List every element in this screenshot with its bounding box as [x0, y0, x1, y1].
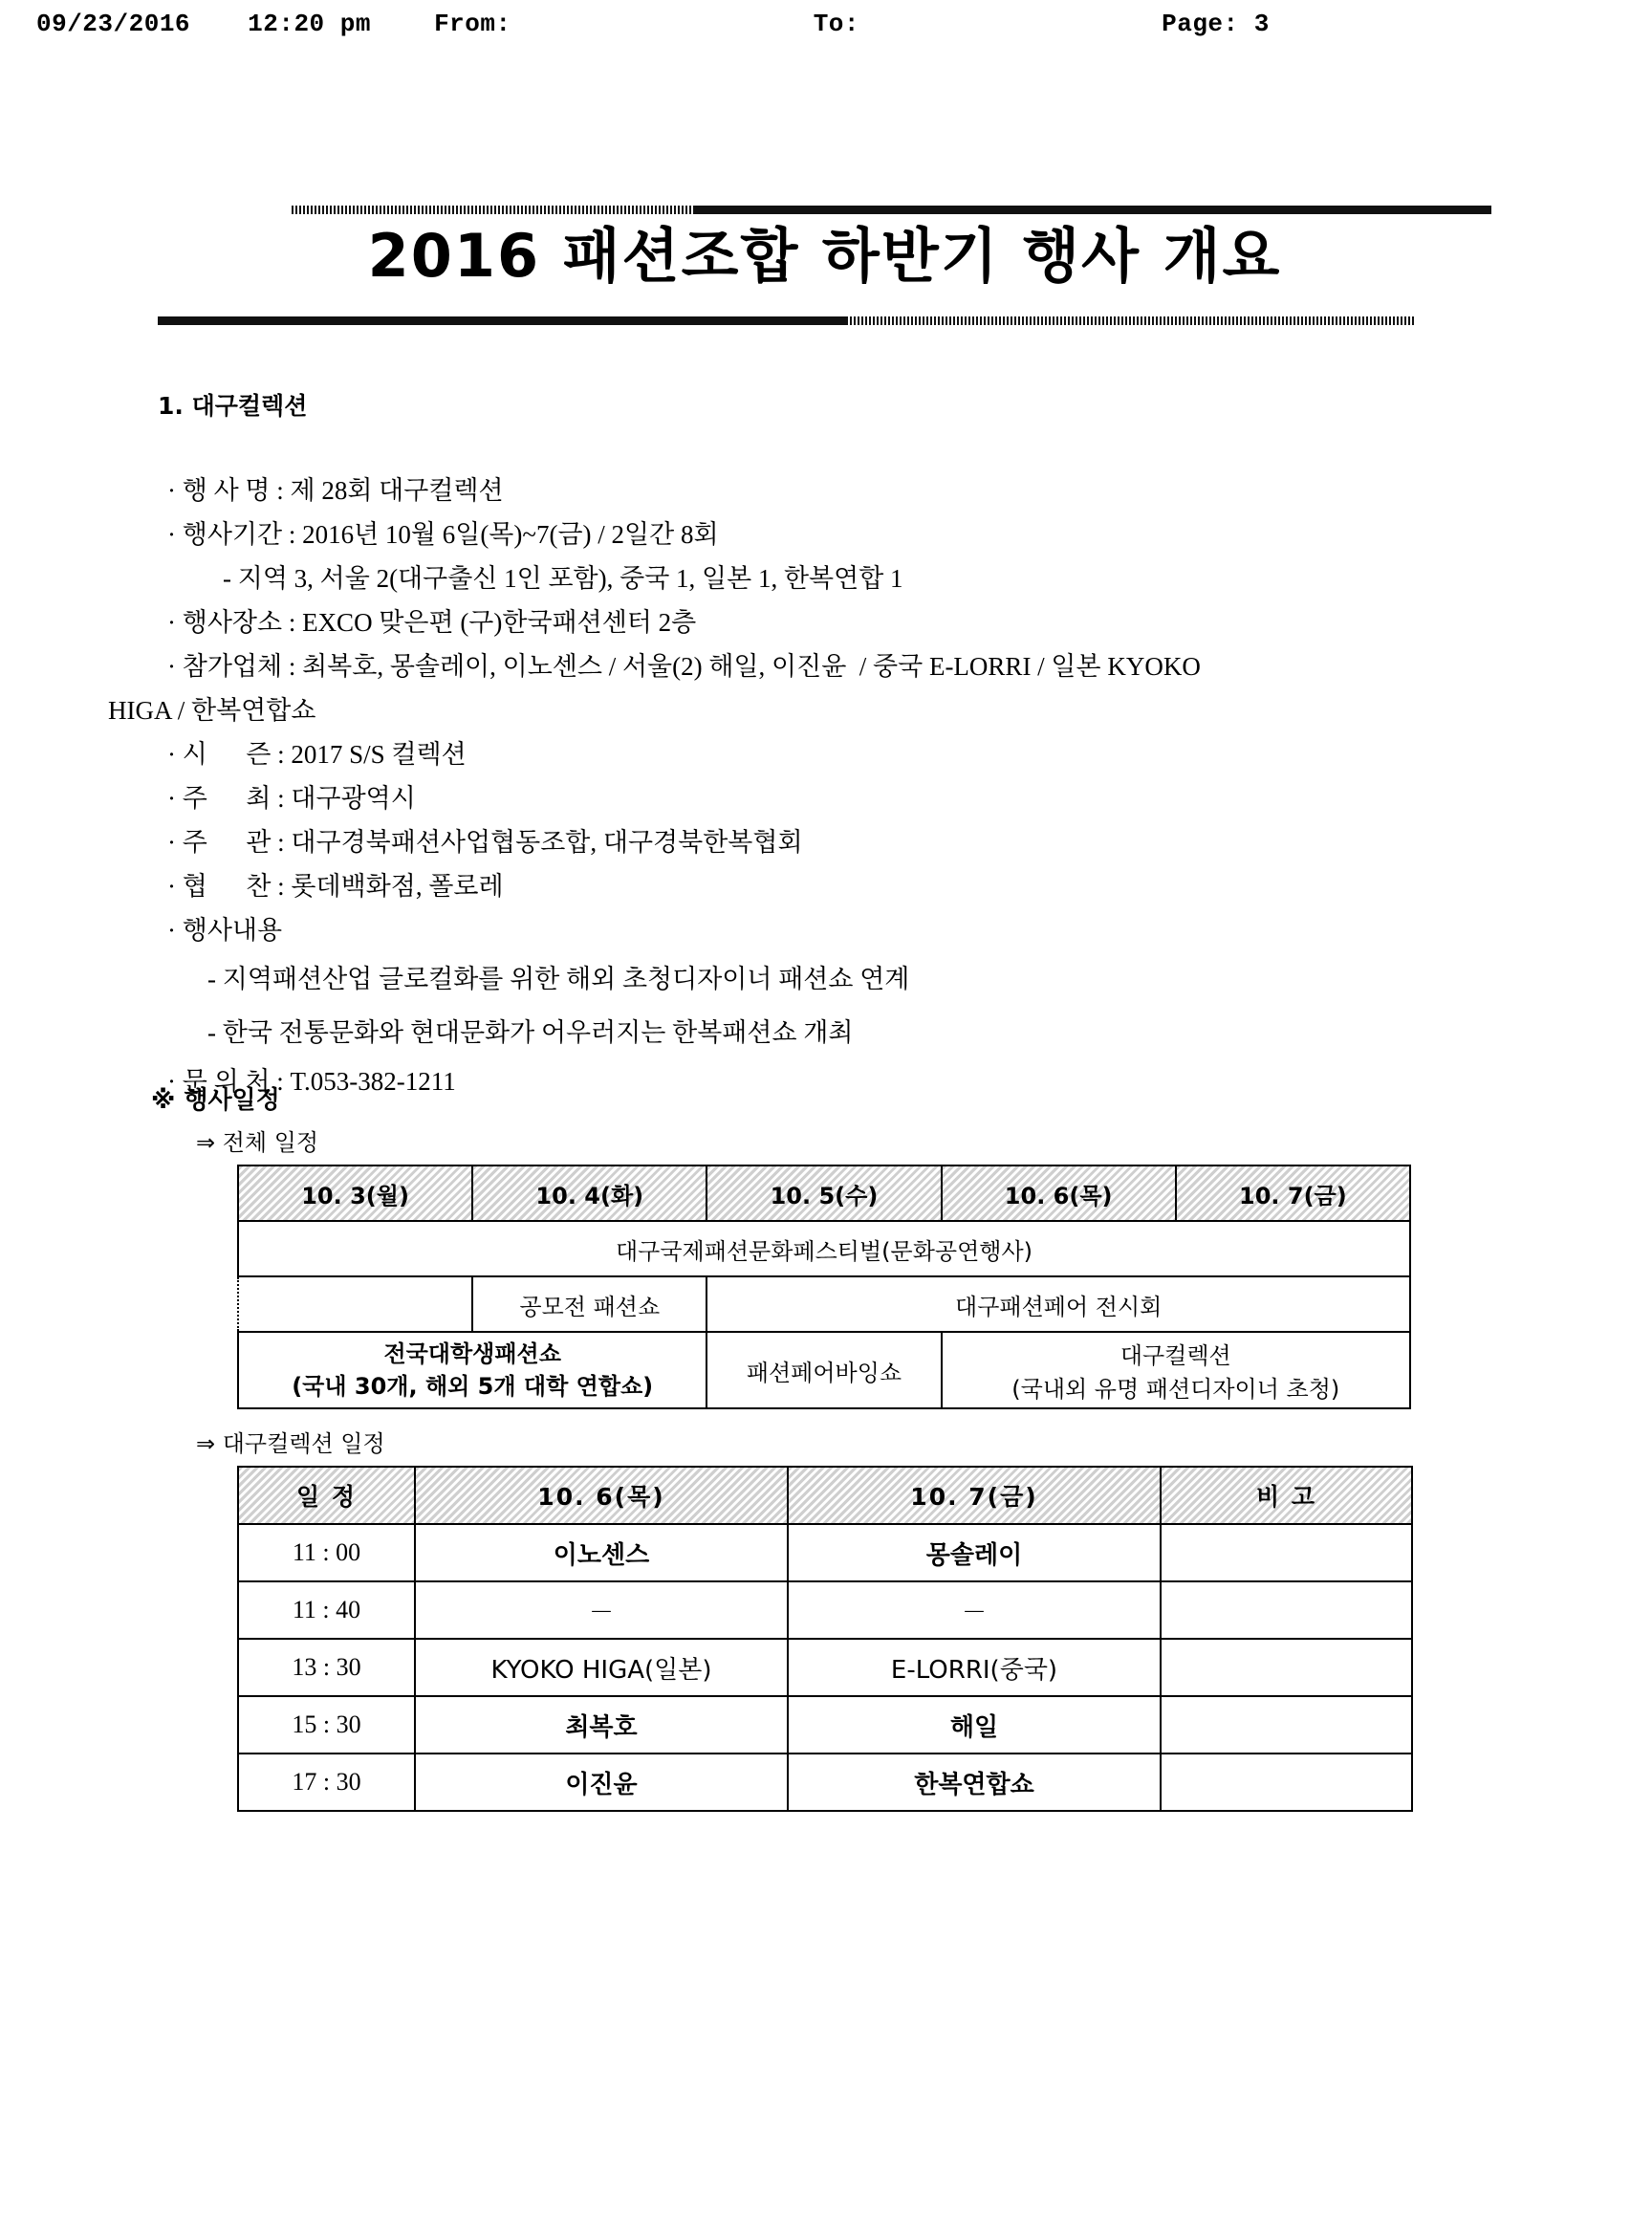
overall-date-1: 10. 3(월) — [238, 1165, 472, 1221]
bullet-season: · 시 즌 : 2017 S/S 컬렉션 — [167, 740, 467, 769]
table-row — [238, 1332, 1410, 1408]
overall-contest-show: 공모전 패션쇼 — [472, 1276, 706, 1332]
bullet-event-name: · 행 사 명 : 제 28회 대구컬렉션 — [167, 476, 504, 505]
collection-schedule-table — [237, 1466, 1413, 1812]
bullet-contact: · 문 의 처 : T.053-382-1211 — [167, 1067, 456, 1096]
overall-date-5: 10. 7(금) — [1176, 1165, 1410, 1221]
row-note — [1161, 1754, 1412, 1811]
bullet-contents: · 행사내용 — [167, 916, 283, 945]
section-body — [108, 468, 1525, 1103]
overall-empty-cell — [238, 1276, 472, 1332]
fax-to-label: To: — [813, 10, 860, 38]
row-day1: 이진윤 — [415, 1754, 788, 1811]
bullet-host: · 주 최 : 대구광역시 — [167, 784, 416, 813]
page-title: 2016 패션조합 하반기 행사 개요 — [367, 221, 1282, 291]
bullet-organizer: · 주 관 : 대구경북패션사업협동조합, 대구경북한복협회 — [167, 828, 803, 857]
col-header-day2: 10. 7(금) — [788, 1467, 1161, 1524]
bullet-participants-cont: HIGA / 한복연합쇼 — [108, 696, 316, 725]
fax-header — [36, 10, 1616, 42]
overall-univ-show-line2: (국내 30개, 해외 5개 대학 연합쇼) — [292, 1373, 654, 1400]
title-bottom-rule-hatch — [846, 316, 1415, 325]
bullet-participants: · 참가업체 : 최복호, 몽솔레이, 이노센스 / 서울(2) 해일, 이진윤 / 중국 E-LORRI / 일본 KYOKO — [167, 652, 1201, 681]
section-heading: 1. 대구컬렉션 — [158, 392, 308, 420]
title-top-rule-hatch — [292, 206, 693, 214]
row-time: 13 : 30 — [238, 1639, 415, 1696]
row-day2: E-LORRI(중국) — [788, 1639, 1161, 1696]
overall-date-3: 10. 5(수) — [706, 1165, 941, 1221]
col-header-note: 비 고 — [1161, 1467, 1412, 1524]
bullet-contents-item-2: - 한국 전통문화와 현대문화가 어우러지는 한복패션쇼 개최 — [207, 1018, 854, 1047]
bullet-event-venue: · 행사장소 : EXCO 맞은편 (구)한국패션센터 2층 — [167, 608, 697, 637]
table-row — [238, 1276, 1410, 1332]
row-day1: 이노센스 — [415, 1524, 788, 1581]
overall-festival-row: 대구국제패션문화페스티벌(문화공연행사) — [238, 1221, 1410, 1276]
overall-univ-show-line1: 전국대학생패션쇼 — [383, 1340, 561, 1367]
fax-time: 12:20 pm — [248, 10, 371, 38]
row-day2: － — [788, 1581, 1161, 1639]
fax-from-label: From: — [434, 10, 511, 38]
overall-date-4: 10. 6(목) — [942, 1165, 1176, 1221]
bullet-sponsor: · 협 찬 : 롯데백화점, 폴로레 — [167, 872, 504, 901]
row-time: 17 : 30 — [238, 1754, 415, 1811]
col-header-day1: 10. 6(목) — [415, 1467, 788, 1524]
row-note — [1161, 1524, 1412, 1581]
row-day1: － — [415, 1581, 788, 1639]
fax-page-label: Page: 3 — [1162, 10, 1270, 38]
row-note — [1161, 1581, 1412, 1639]
table-row — [238, 1696, 1412, 1754]
overall-daegu-collection-line1: 대구컬렉션 — [1119, 1342, 1231, 1369]
bullet-contents-item-1: - 지역패션산업 글로컬화를 위한 해외 초청디자이너 패션쇼 연계 — [207, 965, 910, 993]
row-day1: 최복호 — [415, 1696, 788, 1754]
fax-date: 09/23/2016 — [36, 10, 191, 38]
title-block — [158, 206, 1491, 325]
row-time: 15 : 30 — [238, 1696, 415, 1754]
overall-univ-show — [238, 1332, 706, 1408]
collection-schedule-label: ⇒ 대구컬렉션 일정 — [196, 1430, 385, 1457]
table-row — [238, 1524, 1412, 1581]
row-day2: 몽솔레이 — [788, 1524, 1161, 1581]
table-row — [238, 1754, 1412, 1811]
bullet-event-period-detail: - 지역 3, 서울 2(대구출신 1인 포함), 중국 1, 일본 1, 한복연합 1 — [223, 564, 903, 593]
overall-fair-exhibition: 대구패션페어 전시회 — [706, 1276, 1410, 1332]
table-row — [238, 1165, 1410, 1221]
row-day1: KYOKO HIGA(일본) — [415, 1639, 788, 1696]
row-time: 11 : 00 — [238, 1524, 415, 1581]
overall-daegu-collection — [942, 1332, 1410, 1408]
col-header-schedule: 일 정 — [238, 1467, 415, 1524]
table-row — [238, 1221, 1410, 1276]
overall-date-2: 10. 4(화) — [472, 1165, 706, 1221]
row-time: 11 : 40 — [238, 1581, 415, 1639]
overall-buying-show: 패션페어바잉쇼 — [706, 1332, 941, 1408]
overall-daegu-collection-line2: (국내외 유명 패션디자이너 초청) — [1011, 1376, 1340, 1403]
table-row — [238, 1581, 1412, 1639]
schedule-heading: ※ 행사일정 — [151, 1086, 280, 1115]
overall-schedule-label: ⇒ 전체 일정 — [196, 1129, 319, 1156]
row-day2: 해일 — [788, 1696, 1161, 1754]
bullet-event-period: · 행사기간 : 2016년 10월 6일(목)~7(금) / 2일간 8회 — [167, 520, 719, 549]
row-day2: 한복연합쇼 — [788, 1754, 1161, 1811]
table-header-row — [238, 1467, 1412, 1524]
table-row — [238, 1639, 1412, 1696]
overall-schedule-table — [237, 1165, 1411, 1409]
row-note — [1161, 1639, 1412, 1696]
row-note — [1161, 1696, 1412, 1754]
